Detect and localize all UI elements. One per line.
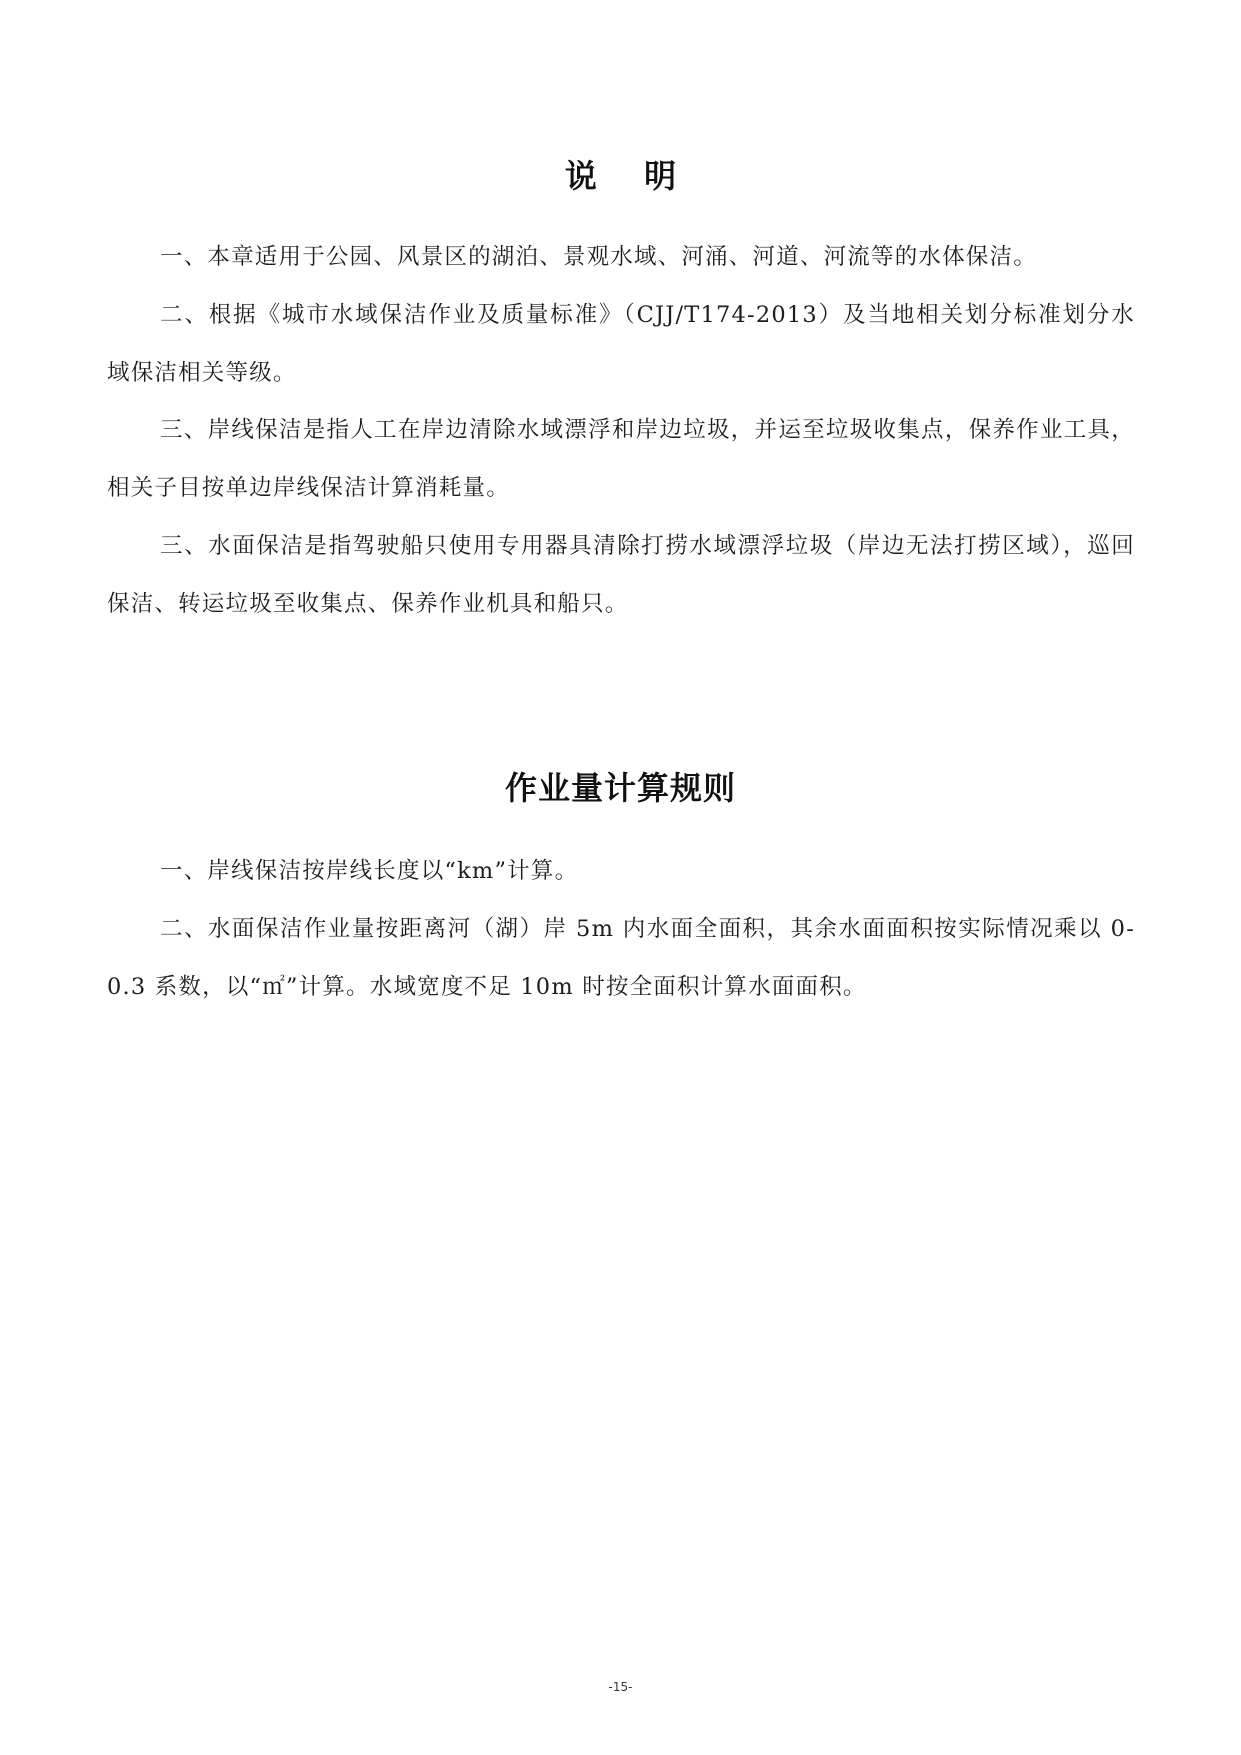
- rules-paragraph-2: 二、水面保洁作业量按距离河（湖）岸 5m 内水面全面积，其余水面面积按实际情况乘以 0-0.3 系数，以“㎡”计算。水域宽度不足 10m 时按全面积计算水面面积。: [107, 916, 1135, 1000]
- explanation-paragraph-2: 二、根据《城市水域保洁作业及质量标准》（CJJ/T174-2013）及当地相关划分标准划分水域保洁相关等级。: [107, 302, 1135, 386]
- section-title-explanation: 说 明: [564, 157, 695, 196]
- explanation-paragraph-3: 三、岸线保洁是指人工在岸边清除水域漂浮和岸边垃圾，并运至垃圾收集点，保养作业工具，相关子目按单边岸线保洁计算消耗量。: [107, 417, 1135, 501]
- section-title-calculation-rules: 作业量计算规则: [504, 768, 736, 807]
- page-number: -15-: [608, 1680, 633, 1694]
- explanation-paragraph-4: 三、水面保洁是指驾驶船只使用专用器具清除打捞水域漂浮垃圾（岸边无法打捞区域），巡回保洁、转运垃圾至收集点、保养作业机具和船只。: [107, 533, 1135, 617]
- explanation-paragraph-1: 一、本章适用于公园、风景区的湖泊、景观水域、河涌、河道、河流等的水体保洁。: [160, 244, 1037, 270]
- rules-paragraph-1: 一、岸线保洁按岸线长度以“km”计算。: [160, 858, 579, 884]
